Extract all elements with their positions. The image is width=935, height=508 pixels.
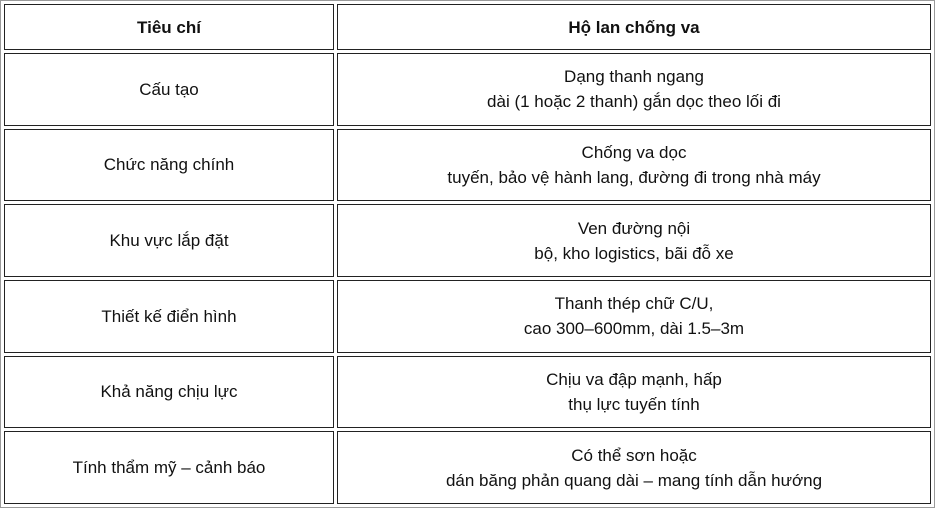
value-line: dán băng phản quang dài – mang tính dẫn hướng xyxy=(445,470,823,490)
criterion-cell: Khu vực lắp đặt xyxy=(4,204,334,277)
header-criteria: Tiêu chí xyxy=(4,4,334,50)
value-line: Dạng thanh ngang xyxy=(564,67,704,87)
value-cell xyxy=(337,204,931,277)
table-header-row xyxy=(4,4,931,50)
criterion-cell: Thiết kế điển hình xyxy=(4,280,334,353)
value-line: bộ, kho logistics, bãi đỗ xe xyxy=(534,243,734,263)
value-line: Chịu va đập mạnh, hấp xyxy=(546,369,722,389)
value-line: dài (1 hoặc 2 thanh) gắn dọc theo lối đi xyxy=(487,92,781,112)
value-cell xyxy=(337,356,931,429)
criterion-cell: Tính thẩm mỹ – cảnh báo xyxy=(4,431,334,504)
value-line: Có thể sơn hoặc xyxy=(571,445,697,465)
value-line: Chống va dọc xyxy=(581,142,687,162)
value-line: Thanh thép chữ C/U, xyxy=(554,294,714,314)
criterion-cell: Khả năng chịu lực xyxy=(4,356,334,429)
value-line: thụ lực tuyến tính xyxy=(568,394,700,414)
value-line: tuyến, bảo vệ hành lang, đường đi trong nhà máy xyxy=(447,167,821,187)
value-cell xyxy=(337,431,931,504)
table-row xyxy=(4,280,931,353)
table-row xyxy=(4,53,931,126)
table-row xyxy=(4,129,931,202)
criterion-cell: Cấu tạo xyxy=(4,53,334,126)
value-line: Ven đường nội xyxy=(577,218,691,238)
value-cell xyxy=(337,280,931,353)
header-guardrail: Hộ lan chống va xyxy=(337,4,931,50)
value-cell xyxy=(337,129,931,202)
criterion-cell: Chức năng chính xyxy=(4,129,334,202)
value-cell xyxy=(337,53,931,126)
table-row xyxy=(4,356,931,429)
table-row xyxy=(4,204,931,277)
table-row xyxy=(4,431,931,504)
value-line: cao 300–600mm, dài 1.5–3m xyxy=(523,319,745,339)
